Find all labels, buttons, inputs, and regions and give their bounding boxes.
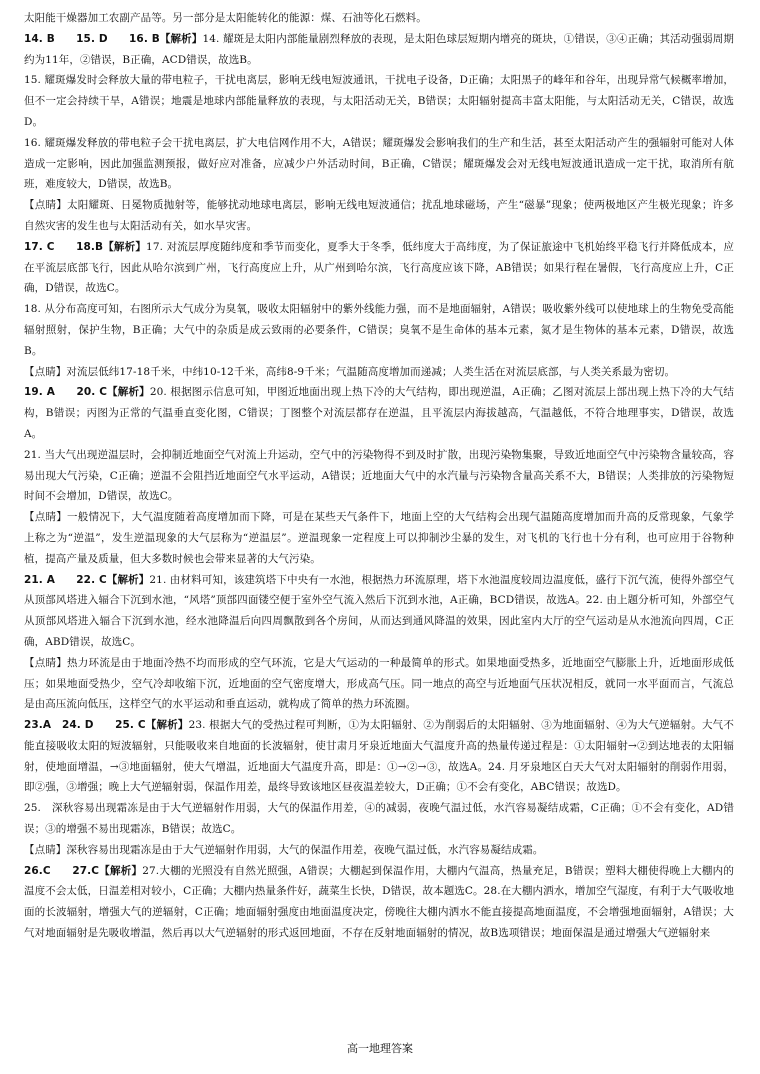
paragraph: 26.C 27.C【解析】27.大棚的光照没有自然光照强，A错误；大棚起到保温作用，大棚内气温高，热量充足，B错误；塑料大棚使得晚上大棚内的温度不会太低，日温差相对较小，C正确；大棚内热量条件好，蔬菜生长快，D错误，故本题选C。28.在大棚内洒水，增加空气湿度，有利于大气吸收地面的长波辐射，增强大气的逆辐射，C正确；地面辐射强度由地面温度决定，傍晚往大棚内洒水不能直接提高地面温度，不会增强地面辐射，A错误；大气对地面辐射是先吸收增温，然后再以大气逆辐射的形式返回地面，不存在反射地面辐射的情况，故B选项错误；地面保温是通过增强大气逆辐射来 <box>24 864 734 940</box>
paragraph: 14. B 15. D 16. B【解析】14. 耀斑是太阳内部能量剧烈释放的表现，是太阳色球层短期内增亮的斑块，①错误，③④正确；其活动强弱周期约为11年，②错误，B正确，ACD错误，故选B。 <box>24 32 735 66</box>
paragraph: 25. 深秋容易出现霜冻是由于大气逆辐射作用弱，大气的保温作用差，④的减弱，夜晚气温过低，水汽容易凝结成霜，C正确；①不会有变化，AD错误；③的增强不易出现霜冻，B错误；故选C。 <box>24 802 734 836</box>
paragraph: 18. 从分布高度可知，右图所示大气成分为臭氧，吸收太阳辐射中的紫外线能力强，而不是地面辐射，A错误；吸收紫外线可以使地球上的生物免受高能辐射照射，保护生物，B正确；大气中的杂质是成云致雨的必要条件，C错误；臭氧不是生命体的基本元素，氮才是生物体的基本元素，D错误，故选B。 <box>24 303 734 357</box>
paragraph: 【点睛】深秋容易出现霜冻是由于大气逆辐射作用弱，大气的保温作用差，夜晚气温过低，水汽容易凝结成霜。 <box>24 843 544 856</box>
paragraph: 【点睛】对流层低纬17-18千米，中纬10-12千米，高纬8-9千米；气温随高度增加而递减；人类生活在对流层底部，与人类关系最为密切。 <box>24 365 676 378</box>
paragraph: 19. A 20. C【解析】20. 根据图示信息可知，甲图近地面出现上热下冷的大气结构，即出现逆温，A正确；乙图对流层上部出现上热下冷的大气结构，B错误；丙图为正常的气温垂直变化图，C错误；丁图整个对流层都存在逆温，且平流层内海拔越高，气温越低，不符合地理事实，D错误，故选A。 <box>24 386 734 440</box>
paragraph: 【点睛】热力环流是由于地面冷热不均而形成的空气环流，它是大气运动的一种最简单的形式。如果地面受热多，近地面空气膨胀上升，近地面形成低压；如果地面受热少，空气冷却收缩下沉，近地面的空气密度增大，形成高气压。同一地点的高空与近地面气压状况相反，就同一水平面而言，气流总是由高压流向低压，这样空气的水平运动和垂直运动，就构成了简单的热力环流圈。 <box>24 656 734 711</box>
paragraph: 太阳能干燥器加工农副产品等。另一部分是太阳能转化的能源：煤、石油等化石燃料。 <box>24 12 427 24</box>
paragraph: 17. C 18.B【解析】17. 对流层厚度随纬度和季节而变化，夏季大于冬季，低纬度大于高纬度，为了保证旅途中飞机始终平稳飞行并降低成本，应在平流层底部飞行，因此从哈尔滨到广州，飞行高度应上升，从广州到哈尔滨，飞行高度应该下降，AB错误；如果行程在暑假，飞行高度应上升，C正确，D错误，故选C。 <box>24 240 734 295</box>
paragraph: 21. A 22. C【解析】21. 由材料可知，该建筑塔下中央有一水池，根据热力环流原理，塔下水池温度较周边温度低，盛行下沉气流，使得外部空气从顶部风塔进入辐合下沉到水池，“风塔”顶部四面镂空便于室外空气流入然后下沉到水池，A正确，BCD错误，故选A。22. 由上题分析可知，外部空气从顶部风塔进入辐合下沉到水池，经水池降温后向四周飘散到各个房间，从而达到通风降温的效果，因此室内大厅的空气运动是从水池流向四周，C正确，ABD错误，故选C。 <box>24 573 734 648</box>
paragraph: 15. 耀斑爆发时会释放大量的带电粒子，干扰电离层，影响无线电短波通讯，干扰电子设备，D正确；太阳黑子的峰年和谷年，出现异常气候概率增加，但不一定会持续干旱，A错误；地震是地球内部能量释放的表现，与太阳活动无关，B错误；太阳辐射提高丰富太阳能，与太阳活动无关，C错误，故选D。 <box>24 74 734 128</box>
paragraph: 21. 当大气出现逆温层时，会抑制近地面空气对流上升运动，空气中的污染物得不到及时扩散，出现污染物集聚，导致近地面空气中污染物含量较高，容易出现大气污染，C正确；逆温不会阻挡近地面空气水平运动，A错误；近地面大气中的水汽量与污染物含量高关系不大，B错误；人类排放的污染物短时间不会增加，D错误，故选C。 <box>24 448 734 503</box>
paragraph: 【点睛】一般情况下，大气温度随着高度增加而下降，可是在某些天气条件下，地面上空的大气结构会出现气温随高度增加而升高的反常现象，气象学上称之为“逆温”，发生逆温现象的大气层称为“逆温层”。逆温现象一定程度上可以抑制沙尘暴的发生，对飞机的飞行也十分有利，也可应用于谷物种植，提高产量及质量，但大多数时候也会带来显著的大气污染。 <box>24 511 734 565</box>
paragraph: 16. 耀斑爆发释放的带电粒子会干扰电离层，扩大电信网作用不大，A错误；耀斑爆发会影响我们的生产和生活，甚至太阳活动产生的强辐射可能对人体造成一定影响，因此加强监测预报，做好应对准备，应减少户外活动时间，B正确，C错误；耀斑爆发会对无线电短波通讯造成一定干扰，取消所有航班，难度较大，D错误，故选B。 <box>24 136 734 191</box>
page-footer: 高一地理答案 <box>347 1042 413 1055</box>
paragraph: 23.A 24. D 25. C【解析】23. 根据大气的受热过程可判断，①为太阳辐射、②为削弱后的太阳辐射、③为地面辐射、④为大气逆辐射。大气不能直接吸收太阳的短波辐射，只能吸收来自地面的长波辐射，使甘肃月牙泉近地面大气温度升高的热量传递过程是：①太阳辐射→②到达地表的太阳辐射，使地面增温，→③地面辐射，使大气增温，近地面大气温度升高，即是：①→②→③，故选A。24. 月牙泉地区白天大气对太阳辐射的削弱作用弱，即②强，③增强；晚上大气逆辐射弱，保温作用差，最终导致该地区昼夜温差较大，D正确；①不会有变化，ABC错误；故选D。 <box>24 719 734 794</box>
answer-content <box>24 8 734 944</box>
paragraph: 【点睛】太阳耀斑、日冕物质抛射等，能够扰动地球电离层，影响无线电短波通信；扰乱地球磁场，产生“磁暴”现象；使两极地区产生极光现象；许多自然灾害的发生也与太阳活动有关，如水旱灾害。 <box>24 199 734 232</box>
